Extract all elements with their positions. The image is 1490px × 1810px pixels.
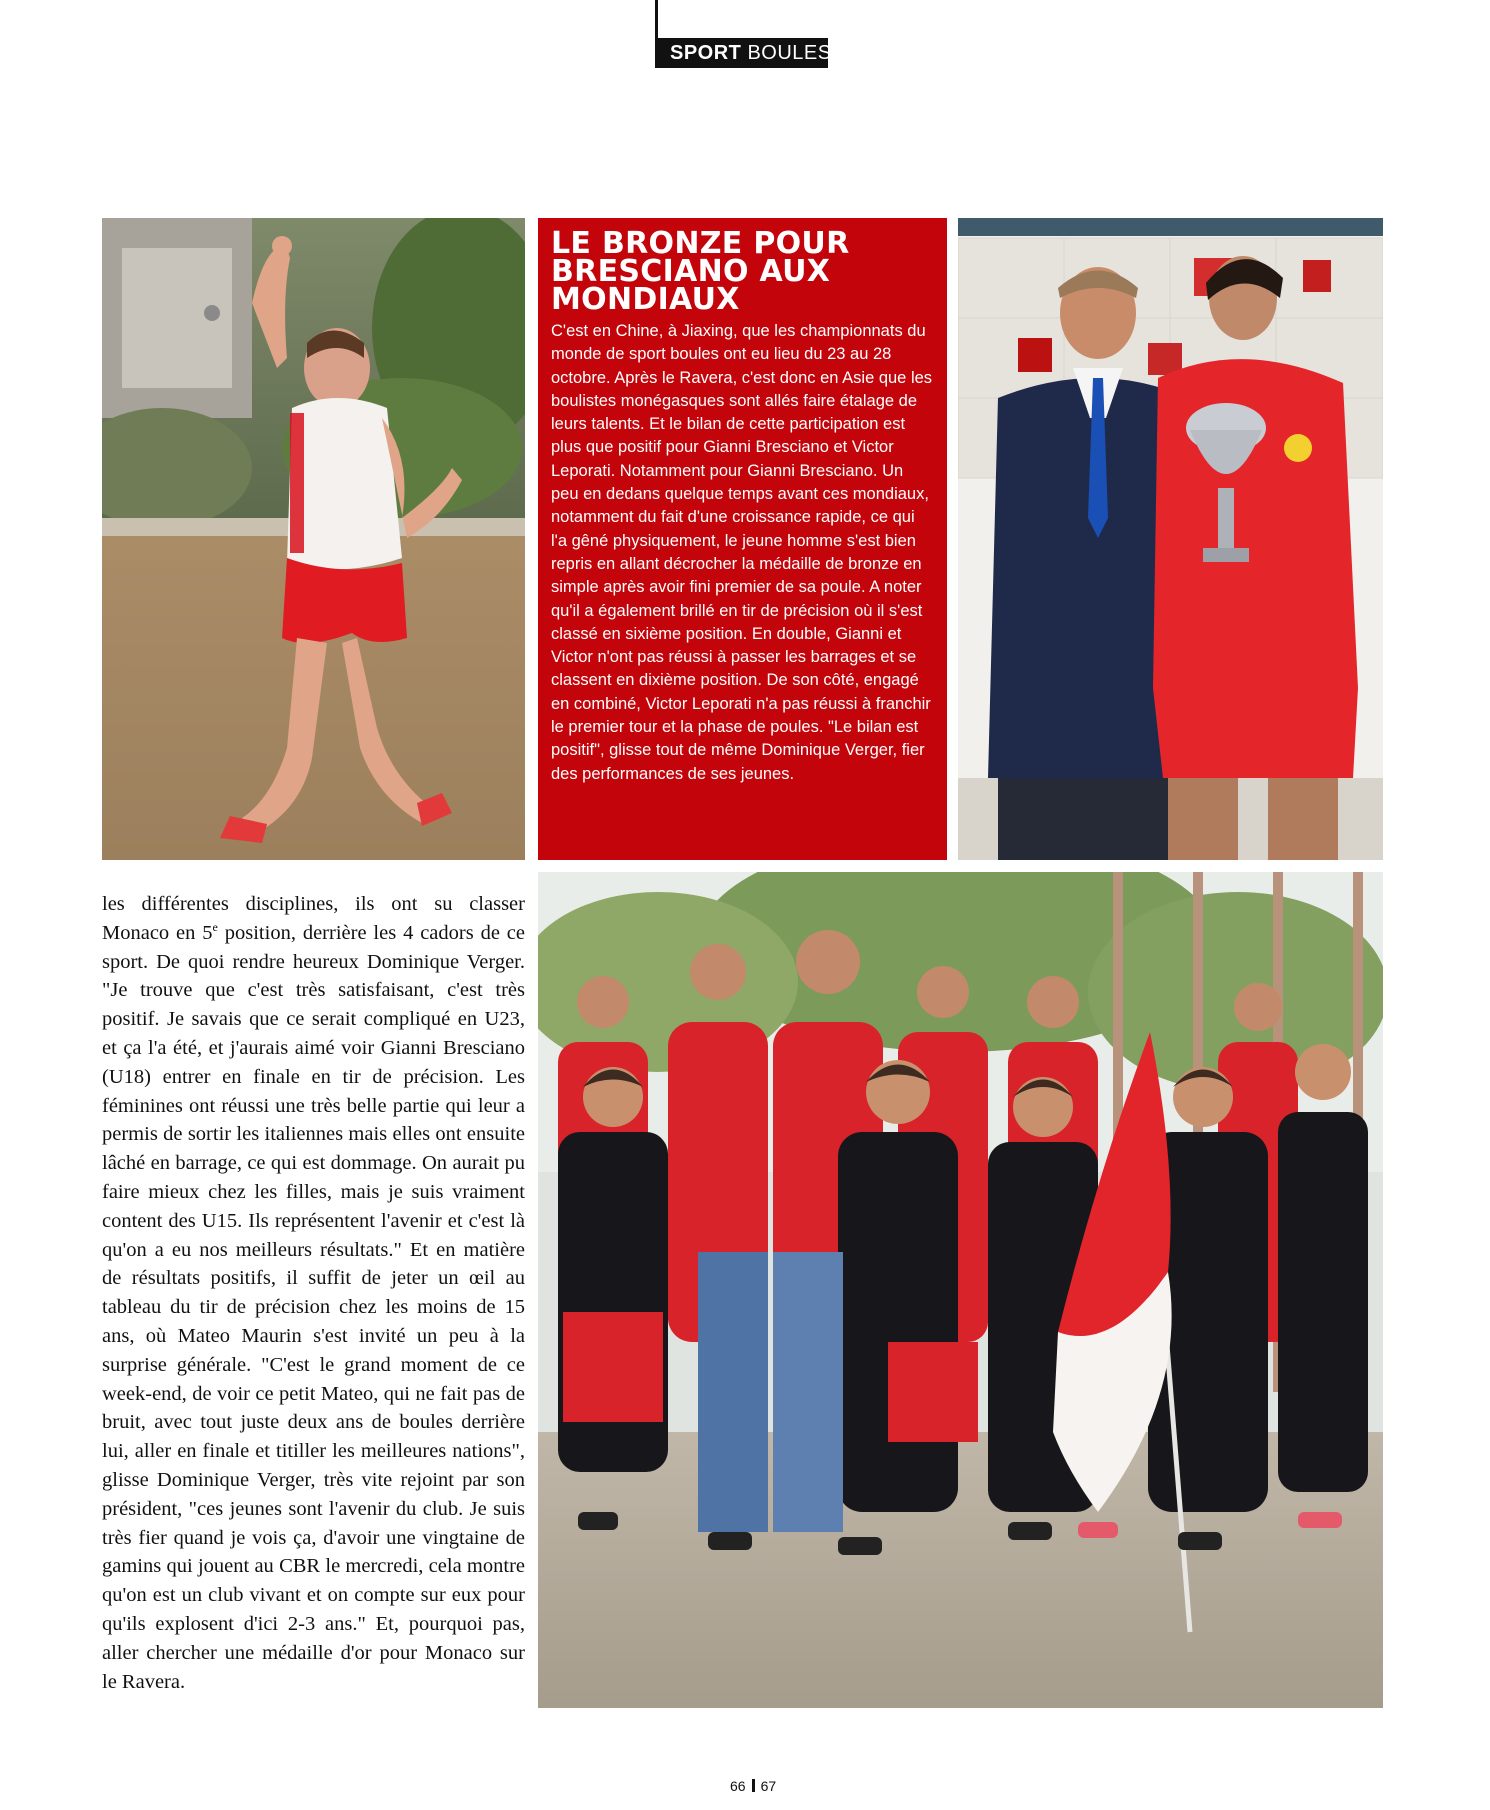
section-rubric — [655, 38, 832, 68]
page-numbers — [730, 1778, 776, 1794]
folio-divider — [752, 1779, 755, 1792]
page-number-left: 66 — [730, 1778, 746, 1794]
column-superscript: e — [212, 919, 218, 934]
article-title: LE BRONZE POUR BRESCIANO AUX MONDIAUX — [551, 226, 850, 317]
column-text-start: les différentes disciplines, ils ont su classer Monaco en 5 — [102, 893, 525, 944]
column-text-rest: position, derrière les 4 cadors de ce sport. De quoi rendre heureux Dominique Verger. "Je trouve que c'est très satisfaisant, c'est très positif. Je savais que ce serait compliqué en U23, et ça l'a été, et j'aurais aimé voir Gianni Bresciano (U18) entrer en finale en tir de précision. Les féminines ont réussi une très belle partie qui leur a permis de sortir les italiennes mais elles ont ensuite lâché en barrage, ce qui est dommage. On aurait pu faire mieux chez les filles, mais je suis vraiment content des U15. Ils représentent l'avenir et c'est là qu'on a eu nos meilleurs résultats." Et en matière de résultats positifs, il suffit de jeter un œil au tableau du tir de précision chez les moins de 15 ans, où Mateo Maurin s'est invité un peu à la surprise générale. "C'est le grand moment de ce week-end, de voir ce petit Mateo, qui ne fait pas de bruit, avec tout juste deux ans de boules derrière lui, aller en finale et titiller les meilleures nations", glisse Dominique Verger, très vite rejoint par son président, "ces jeunes sont l'avenir du club. Je suis très fier quand je vois ça, d'avoir une vingtaine de gamins qui jouent au CBR le mercredi, cela montre qu'on est un club vivant et on compte sur eux pour qu'ils explosent d'ici 2-3 ans." Et, pourquoi pas, aller chercher une médaille d'or pour Monaco sur le Ravera. — [102, 921, 525, 1693]
page-number-right: 67 — [760, 1778, 777, 1794]
section-name: SPORT — [670, 42, 742, 64]
article-box — [538, 218, 947, 860]
rubric-rule — [655, 0, 658, 38]
photo-player-throwing — [102, 218, 525, 860]
article-intro: C'est en Chine, à Jiaxing, que les championnats du monde de sport boules ont eu lieu du 23 au 28 octobre. Après le Ravera, c'est donc en Asie que les boulistes monégasques sont allés faire étalage de leurs talents. Et le bilan de cette participation est plus que positif pour Gianni Bresciano et Victor Leporati. Notamment pour Gianni Bresciano. Un peu en dedans quelque temps avant ces mondiaux, notamment du fait d'une croissance rapide, ce qui l'a gêné physiquement, le jeune homme s'est bien repris en allant décrocher la médaille de bronze en simple après avoir fini premier de sa poule. A noter qu'il a également brillé en tir de précision où il s'est classé en sixième position. En double, Gianni et Victor n'ont pas réussi à passer les barrages et se classent en dixième position. De son côté, engagé en combiné, Victor Leporati n'a pas réussi à franchir le premier tour et la phase de poules. "Le bilan est positif", glisse tout de même Dominique Verger, fier des performances de ses jeunes. — [551, 322, 933, 783]
photo-team-group — [538, 872, 1383, 1708]
article-column — [102, 890, 525, 1720]
subsection-name: BOULES — [747, 42, 832, 64]
photo-trophy-ceremony — [958, 218, 1383, 860]
